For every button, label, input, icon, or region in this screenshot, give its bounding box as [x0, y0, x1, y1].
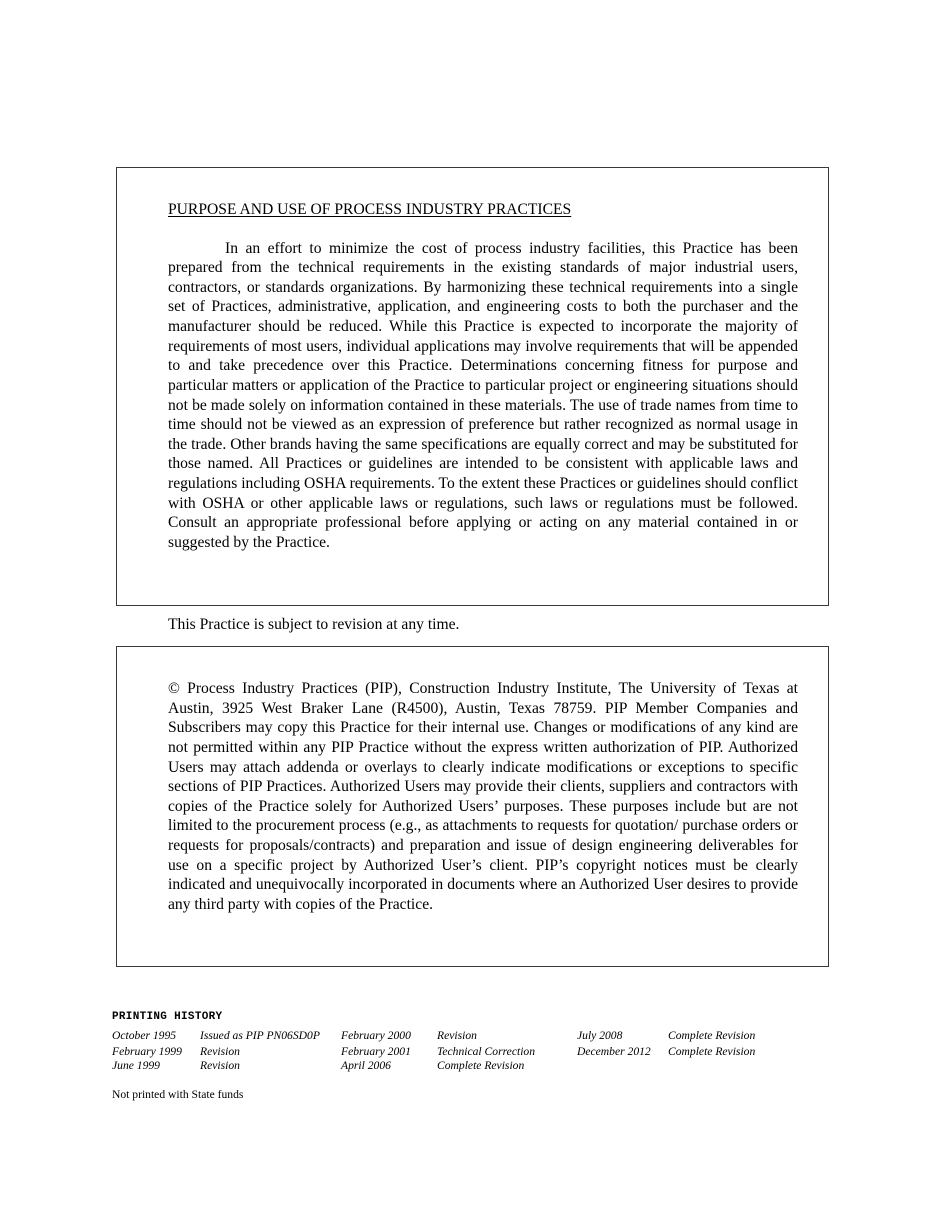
purpose-heading: PURPOSE AND USE OF PROCESS INDUSTRY PRACTICES: [168, 201, 572, 218]
copyright-box: [116, 646, 829, 967]
revision-note: This Practice is subject to revision at any time.: [168, 616, 460, 633]
history-date: February 2001: [341, 1045, 411, 1058]
copyright-paragraph: © Process Industry Practices (PIP), Construction Industry Institute, The University of Texas at Austin, 3925 West Braker Lane (R4500), Austin, Texas 78759. PIP Member Companies and Subscribers may copy this Practice for their internal use. Changes or modifications of any kind are not permitted within any PIP Practice without the express written authorization of PIP. Authorized Users may attach addenda or overlays to clearly indicate modifications or exceptions to specific sections of PIP Practices. Authorized Users may provide their clients, suppliers and contractors with copies of the Practice solely for Authorized Users’ purposes. These purposes include but are not limited to the procurement process (e.g., as attachments to requests for quotation/ purchase orders or requests for proposals/contracts) and preparation and issue of design engineering deliverables for use on a specific project by Authorized User’s client. PIP’s copyright notices must be clearly indicated and unequivocally incorporated in documents where an Authorized User desires to provide any third party with copies of the Practice.: [168, 680, 798, 913]
history-date: December 2012: [577, 1045, 651, 1058]
history-date: June 1999: [112, 1059, 160, 1072]
history-description: Revision: [200, 1059, 240, 1072]
history-description: Technical Correction: [437, 1045, 536, 1058]
history-description: Revision: [200, 1045, 240, 1058]
printing-history-title: PRINTING HISTORY: [112, 1011, 223, 1023]
history-date: February 2000: [341, 1029, 411, 1042]
purpose-paragraph: In an effort to minimize the cost of process industry facilities, this Practice has been prepared from the technical requirements in the existing standards of major industrial users, contractors, or standards organizations. By harmonizing these technical requirements into a single set of Practices, administrative, application, and engineering costs to both the purchaser and the manufacturer should be reduced. While this Practice is expected to incorporate the majority of requirements of most users, individual applications may involve requirements that will be appended to and take precedence over this Practice. Determinations concerning fitness for purpose and particular matters or application of the Practice to particular project or engineering situations should not be made solely on information contained in these materials. The use of trade names from time to time should not be viewed as an expression of preference but rather recognized as normal usage in the trade. Other brands having the same specifications are equally correct and may be substituted for those named. All Practices or guidelines are intended to be consistent with applicable laws and regulations including OSHA requirements. To the extent these Practices or guidelines should conflict with OSHA or other applicable laws or regulations, such laws or regulations must be followed. Consult an appropriate professional before applying or acting on any material contained in or suggested by the Practice.: [168, 239, 798, 551]
history-date: October 1995: [112, 1029, 177, 1042]
history-description: Complete Revision: [437, 1059, 525, 1072]
history-description: Issued as PIP PN06SD0P: [200, 1029, 320, 1042]
history-description: Complete Revision: [668, 1045, 756, 1058]
purpose-box: [116, 167, 829, 606]
history-date: July 2008: [577, 1029, 623, 1042]
funds-note: Not printed with State funds: [112, 1088, 244, 1101]
history-description: Revision: [437, 1029, 477, 1042]
history-date: April 2006: [341, 1059, 391, 1072]
history-description: Complete Revision: [668, 1029, 756, 1042]
history-date: February 1999: [112, 1045, 182, 1058]
